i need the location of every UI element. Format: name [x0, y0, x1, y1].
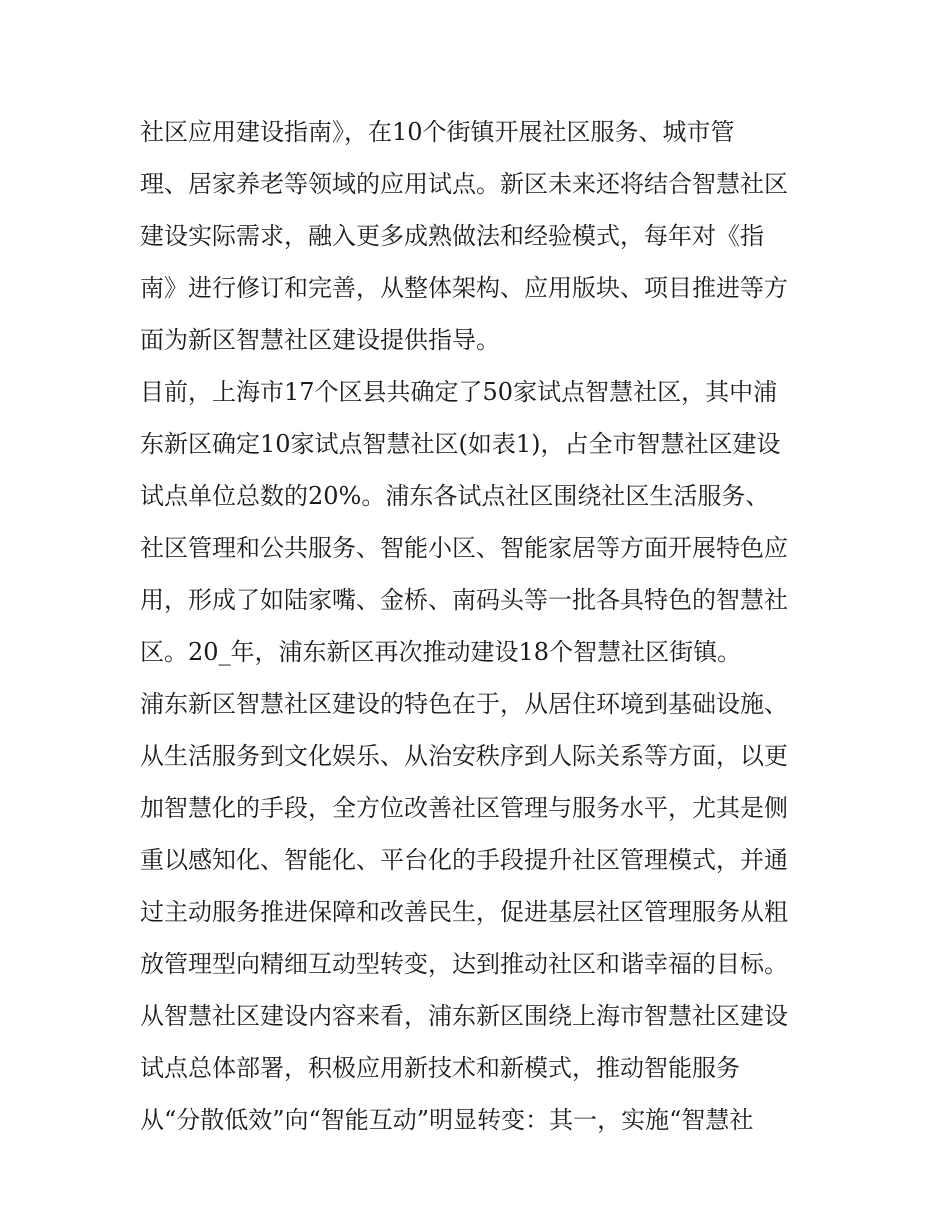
text-line: 理、居家养老等领域的应用试点。新区未来还将结合智慧社区: [140, 170, 788, 198]
body-text: [140, 106, 820, 1146]
text-line: 从智慧社区建设内容来看，浦东新区围绕上海市智慧社区建设: [140, 1002, 788, 1030]
text-line: 建设实际需求，融入更多成熟做法和经验模式，每年对《指: [140, 222, 764, 250]
text-line: 南》进行修订和完善，从整体架构、应用版块、项目推进等方: [140, 274, 788, 302]
text-line: 放管理型向精细互动型转变，达到推动社区和谐幸福的目标。: [140, 950, 788, 978]
text-line: 面为新区智慧社区建设提供指导。: [140, 326, 500, 354]
text-line: 用，形成了如陆家嘴、金桥、南码头等一批各具特色的智慧社: [140, 586, 788, 614]
text-line: 试点总体部署，积极应用新技术和新模式，推动智能服务: [140, 1054, 740, 1082]
text-line: 东新区确定10家试点智慧社区(如表1)，占全市智慧社区建设: [140, 430, 781, 458]
text-line: 从生活服务到文化娱乐、从治安秩序到人际关系等方面，以更: [140, 742, 788, 770]
text-line: 从“分散低效”向“智能互动”明显转变：其一，实施“智慧社: [140, 1106, 754, 1134]
text-line: 社区管理和公共服务、智能小区、智能家居等方面开展特色应: [140, 534, 788, 562]
text-line: 过主动服务推进保障和改善民生，促进基层社区管理服务从粗: [140, 898, 788, 926]
text-line: 加智慧化的手段，全方位改善社区管理与服务水平，尤其是侧: [140, 794, 788, 822]
text-line: 试点单位总数的20%。浦东各试点社区围绕社区生活服务、: [140, 482, 770, 510]
text-line: 社区应用建设指南》，在10个街镇开展社区服务、城市管: [140, 118, 735, 146]
text-line: 区。20_年，浦东新区再次推动建设18个智慧社区街镇。: [140, 638, 742, 666]
text-line: 目前，上海市17个区县共确定了50家试点智慧社区，其中浦: [140, 378, 778, 406]
text-line: 浦东新区智慧社区建设的特色在于，从居住环境到基础设施、: [140, 690, 788, 718]
text-line: 重以感知化、智能化、平台化的手段提升社区管理模式，并通: [140, 846, 788, 874]
